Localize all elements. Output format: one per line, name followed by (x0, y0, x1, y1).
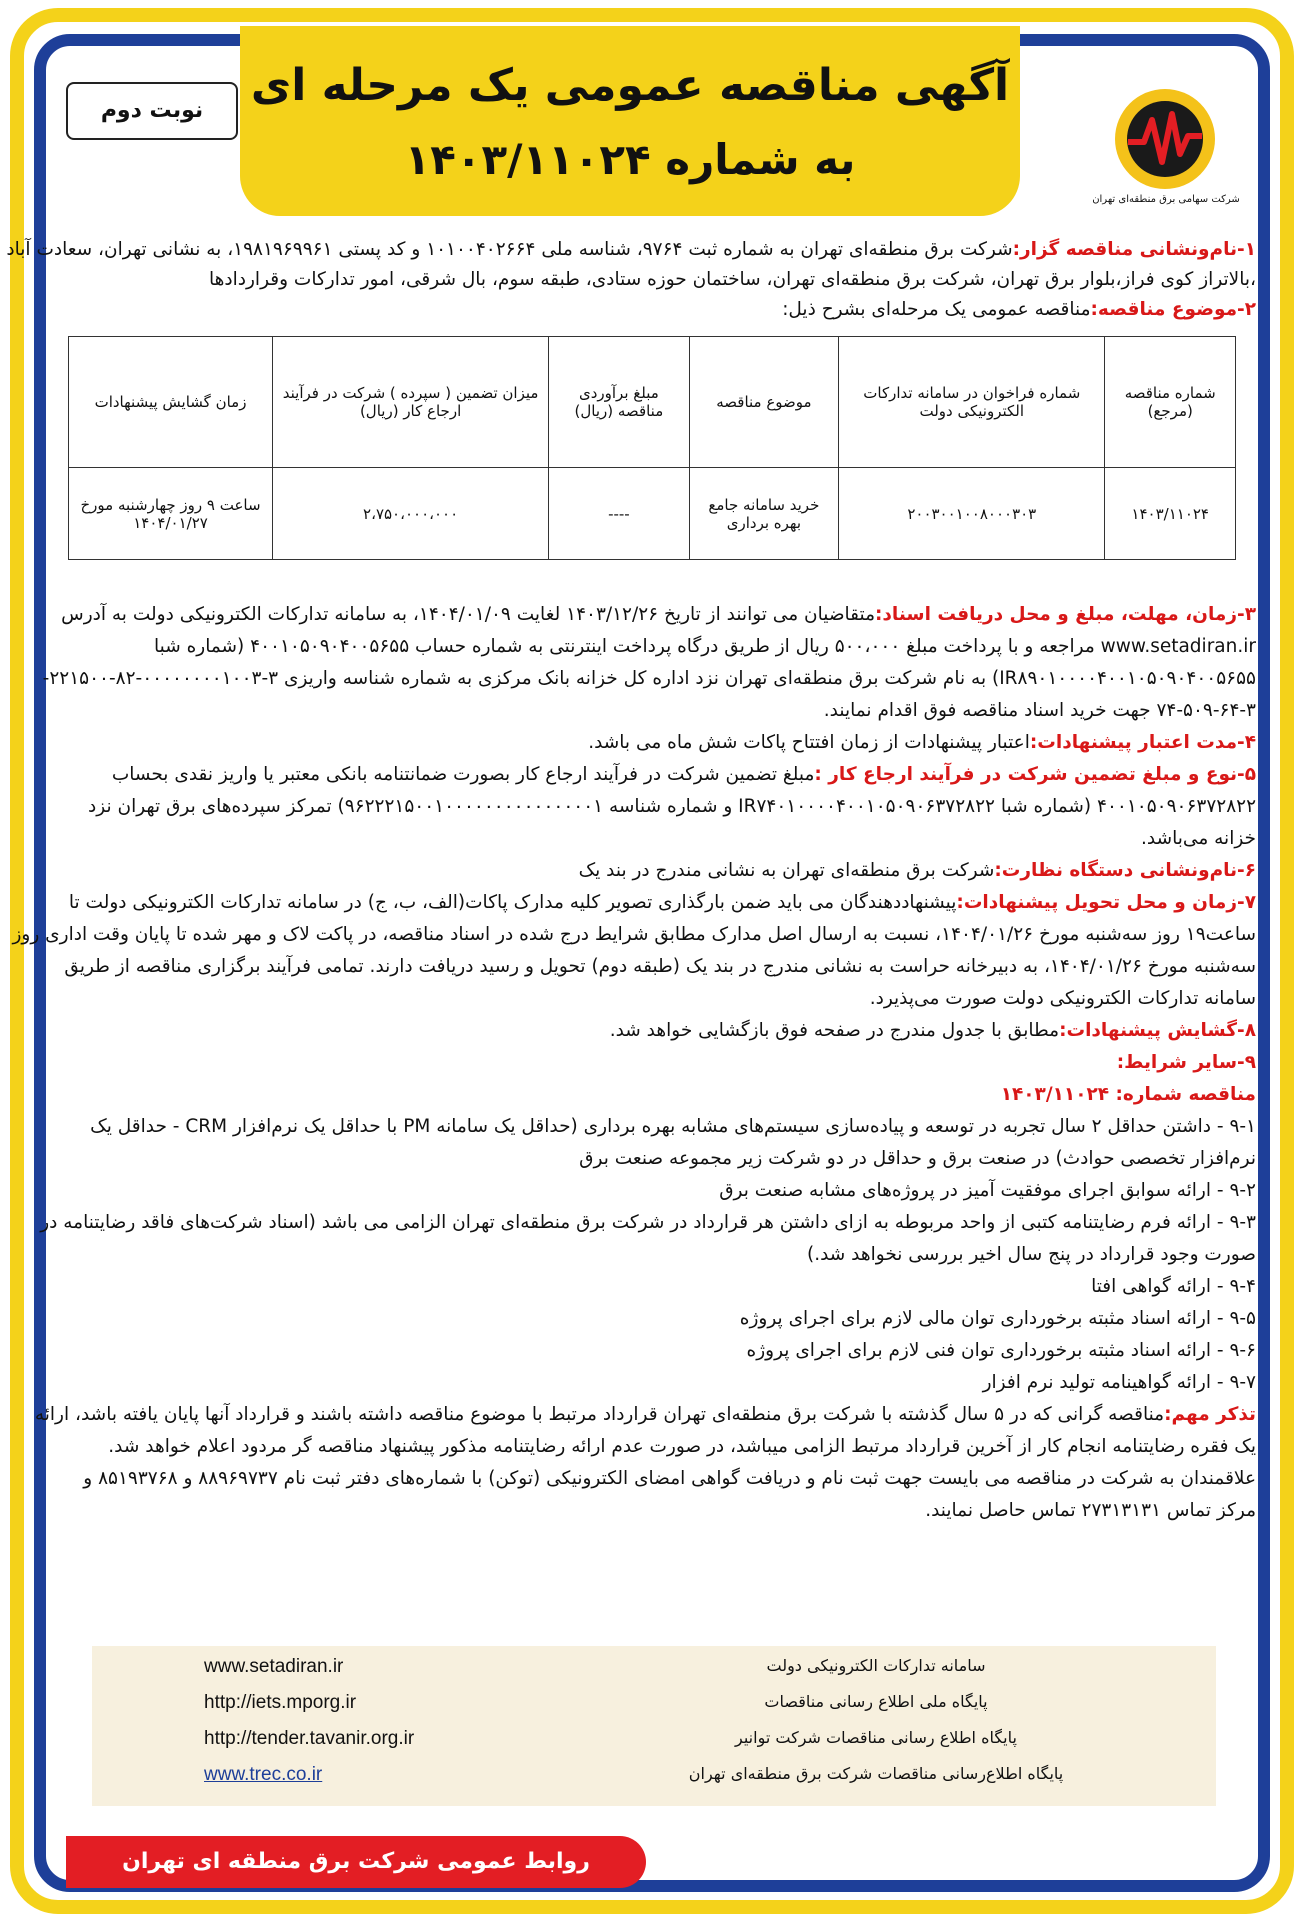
table-cell: ---- (549, 468, 690, 560)
section-line: ۴۰۰۱۰۵۰۹۰۶۳۷۲۸۲۲ (شماره شبا IR۷۴۰۱۰۰۰۰۴۰۰۱۰۵۰۹۰۶۳۷۲۸۲۲ و شماره شناسه ۹۶۲۲۲۱۵۰۰۱۰۰۰۰۰۰۰۰۰۰۰۰۰۰۰۱) تمرکز سپرده‌های برق تهران نزد (88, 796, 1256, 817)
company-logo-icon (1110, 84, 1220, 204)
table-cell: ساعت ۹ روز چهارشنبه مورخ ۱۴۰۴/۰۱/۲۷ (69, 468, 273, 560)
section-line: ۹-۳ - ارائه فرم رضایتنامه کتبی از واحد مربوطه به ازای داشتن هر قرارداد در شرکت برق منطقه‌ای تهران الزامی می باشد (اسناد شرکت‌های فاقد رضایتنامه در (40, 1212, 1256, 1233)
notice (6, 46, 1256, 1880)
section-line: سامانه تدارکات الکترونیکی دولت صورت می‌پذیرد. (869, 988, 1256, 1009)
tender-table (68, 336, 1236, 560)
link-url[interactable]: http://iets.mporg.ir (204, 1692, 357, 1713)
link-row (92, 1656, 1216, 1694)
footer-banner: روابط عمومی شرکت برق منطقه ای تهران (66, 1836, 646, 1888)
table-header: موضوع مناقصه (689, 337, 838, 468)
section-line: تذکر مهم:مناقصه گرانی که در ۵ سال گذشته با شرکت برق منطقه‌ای تهران قرارداد مرتبط با موضوع مناقصه داشته باشند و قرارداد آنها پایان یافته باشد، ارائه (34, 1404, 1256, 1425)
section-line: ساعت۱۹ روز سه‌شنبه مورخ ۱۴۰۴/۰۱/۲۶، نسبت به ارسال اصل مدارک مطابق شرایط درج شده در اسناد مناقصه، در پاکت لاک و مهر شده تا پایان وقت اداری روز (12, 924, 1256, 945)
section-line: ۷۴-۵۰۹-۶۴-۳ جهت خرید اسناد مناقصه فوق اقدام نمایند. (823, 700, 1256, 721)
table-cell: خرید سامانه جامع بهره برداری (689, 468, 838, 560)
section-line: مرکز تماس ۲۷۳۱۳۱۳۱ تماس حاصل نمایند. (925, 1500, 1256, 1521)
section-line: ،بالاتراز کوی فراز،بلوار برق تهران، شرکت برق منطقه‌ای تهران، ساختمان حوزه ستادی، طبقه سوم، بال شرقی، امور تدارکات وقراردادها (208, 269, 1256, 290)
link-row (92, 1764, 1216, 1802)
title-line-2: به شماره ۱۴۰۳/۱۱۰۲۴ (404, 135, 856, 184)
links-box (92, 1646, 1216, 1806)
title-line-1: آگهی مناقصه عمومی یک مرحله ای (250, 60, 1010, 111)
section-line: ۸-گشایش پیشنهادات:مطابق با جدول مندرج در صفحه فوق بازگشایی خواهد شد. (609, 1020, 1256, 1041)
link-url[interactable]: http://tender.tavanir.org.ir (204, 1728, 415, 1749)
section-line: ۹-سایر شرایط: (1116, 1052, 1256, 1073)
section-line: ۲-موضوع مناقصه:مناقصه عمومی یک مرحله‌ای بشرح ذیل: (782, 299, 1256, 320)
section-line: سه‌شنبه مورخ ۱۴۰۴/۰۱/۲۶، به دبیرخانه حراست به نشانی مندرج در بند یک (طبقه دوم) تحویل و رسید دریافت دارند. تمامی فرآیند برگزاری مناقصه از طریق (64, 956, 1256, 977)
table-row (69, 468, 1236, 560)
table-header: شماره مناقصه (مرجع) (1105, 337, 1236, 468)
badge-second-round: نوبت دوم (66, 82, 238, 140)
section-line: خزانه می‌باشد. (1141, 828, 1256, 849)
link-label: پایگاه ملی اطلاع رسانی مناقصات (764, 1692, 988, 1711)
section-line: IR۸۹۰۱۰۰۰۰۴۰۰۱۰۵۰۹۰۴۰۰۵۶۵۵) به نام شرکت برق منطقه‌ای تهران نزد اداره کل خزانه بانک مرکزی به شماره شناسه واریزی ۳-۰۰۰۰۰۰۰۰۱۰۰۳-۸۲-۲۲۱۵۰۰- (42, 668, 1256, 689)
section-line: ۹-۲ - ارائه سوابق اجرای موفقیت آمیز در پروژه‌های مشابه صنعت برق (719, 1180, 1256, 1201)
table-header: زمان گشایش پیشنهادات (69, 337, 273, 468)
section-line: علاقمندان به شرکت در مناقصه می بایست جهت ثبت نام و دریافت گواهی امضای الکترونیکی (توکن) با شماره‌های دفتر ثبت نام ۸۸۹۶۹۷۳۷ و ۸۵۱۹۳۷۶۸ و (83, 1468, 1256, 1489)
section-line: ۵-نوع و مبلغ تضمین شرکت در فرآیند ارجاع کار :مبلغ تضمین شرکت در فرآیند ارجاع کار بصورت ضمانتنامه بانکی معتبر یا واریز نقدی بحساب (111, 764, 1256, 785)
table-header-row (69, 337, 1236, 468)
section-line: ۷-زمان و محل تحویل پیشنهادات:پیشنهاددهندگان می باید ضمن بارگذاری تصویر کلیه مدارک پاکات(الف، ب، ج) در سامانه تدارکات الکترونیکی دولت تا (68, 892, 1256, 913)
table-header: مبلغ برآوردی مناقصه (ریال) (549, 337, 690, 468)
section-line: ۳-زمان، مهلت، مبلغ و محل دریافت اسناد:متقاضیان می توانند از تاریخ ۱۴۰۳/۱۲/۲۶ لغایت ۱۴۰۴/۰۱/۰۹، به سامانه تدارکات الکترونیکی دولت به آدرس (61, 604, 1256, 625)
table-cell: ۲۰۰۳۰۰۱۰۰۸۰۰۰۳۰۳ (839, 468, 1105, 560)
section-line: یک فقره رضایتنامه انجام کار از آخرین قرارداد مرتبط الزامی میباشد، در صورت عدم ارائه رضایتنامه مذکور پیشنهاد مناقصه گر مردود اعلام خواهد شد. (108, 1436, 1256, 1457)
section-line: صورت وجود قرارداد در پنج سال اخیر بررسی نخواهد شد.) (806, 1244, 1256, 1265)
link-row (92, 1728, 1216, 1766)
section-line: www.setadiran.ir مراجعه و با پرداخت مبلغ ۵۰۰،۰۰۰ ریال از طریق درگاه پرداخت اینترنتی به شماره حساب ۴۰۰۱۰۵۰۹۰۴۰۰۵۶۵۵ (شماره شبا (154, 636, 1256, 657)
table-cell: ۲،۷۵۰،۰۰۰،۰۰۰ (273, 468, 549, 560)
logo-caption: شرکت سهامی برق منطقه‌ای تهران (1092, 194, 1240, 205)
link-label: پایگاه اطلاع رسانی مناقصات شرکت توانیر (735, 1728, 1017, 1747)
table-header: شماره فراخوان در سامانه تدارکات الکترونیکی دولت (839, 337, 1105, 468)
section-line: ۹-۵ - ارائه اسناد مثبته برخورداری توان مالی لازم برای اجرای پروژه (739, 1308, 1256, 1329)
section-line: ۹-۷ - ارائه گواهینامه تولید نرم افزار (982, 1372, 1256, 1393)
section-line: ۶-نام‌ونشانی دستگاه نظارت:شرکت برق منطقه‌ای تهران به نشانی مندرج در بند یک (578, 860, 1256, 881)
link-label: پایگاه اطلاع‌رسانی مناقصات شرکت برق منطقه‌ای تهران (688, 1764, 1064, 1783)
link-label: سامانه تدارکات الکترونیکی دولت (766, 1656, 986, 1675)
table-cell: ۱۴۰۳/۱۱۰۲۴ (1105, 468, 1236, 560)
title-box (240, 26, 1020, 216)
link-url[interactable]: www.trec.co.ir (204, 1764, 323, 1785)
section-line: نرم‌افزار تخصصی حوادث) در صنعت برق و حداقل در دو شرکت زیر مجموعه صنعت برق (579, 1148, 1256, 1169)
section-line: ۹-۱ - داشتن حداقل ۲ سال تجربه در توسعه و پیاده‌سازی سیستم‌های مشابه بهره برداری (حداقل یک سامانه PM با حداقل یک نرم‌افزار CRM - حداقل یک (90, 1116, 1256, 1137)
table-header: میزان تضمین ( سپرده ) شرکت در فرآیند ارجاع کار (ریال) (273, 337, 549, 468)
section-line: ۹-۶ - ارائه اسناد مثبته برخورداری توان فنی لازم برای اجرای پروژه (746, 1340, 1256, 1361)
section-line: ۱-نام‌ونشانی مناقصه گزار:شرکت برق منطقه‌ای تهران به شماره ثبت ۹۷۶۴، شناسه ملی ۱۰۱۰۰۴۰۲۶۶۴ و کد پستی ۱۹۸۱۹۶۹۹۶۱، به نشانی تهران، سعادت آباد (6, 239, 1256, 260)
section-line: ۹-۴ - ارائه گواهی افتا (1091, 1276, 1256, 1297)
section-line: ۴-مدت اعتبار پیشنهادات:اعتبار پیشنهادات از زمان افتتاح پاکات شش ماه می باشد. (588, 732, 1256, 753)
link-row (92, 1692, 1216, 1730)
link-url[interactable]: www.setadiran.ir (204, 1656, 344, 1677)
section-line: مناقصه شماره: ۱۴۰۳/۱۱۰۲۴ (1000, 1084, 1256, 1105)
